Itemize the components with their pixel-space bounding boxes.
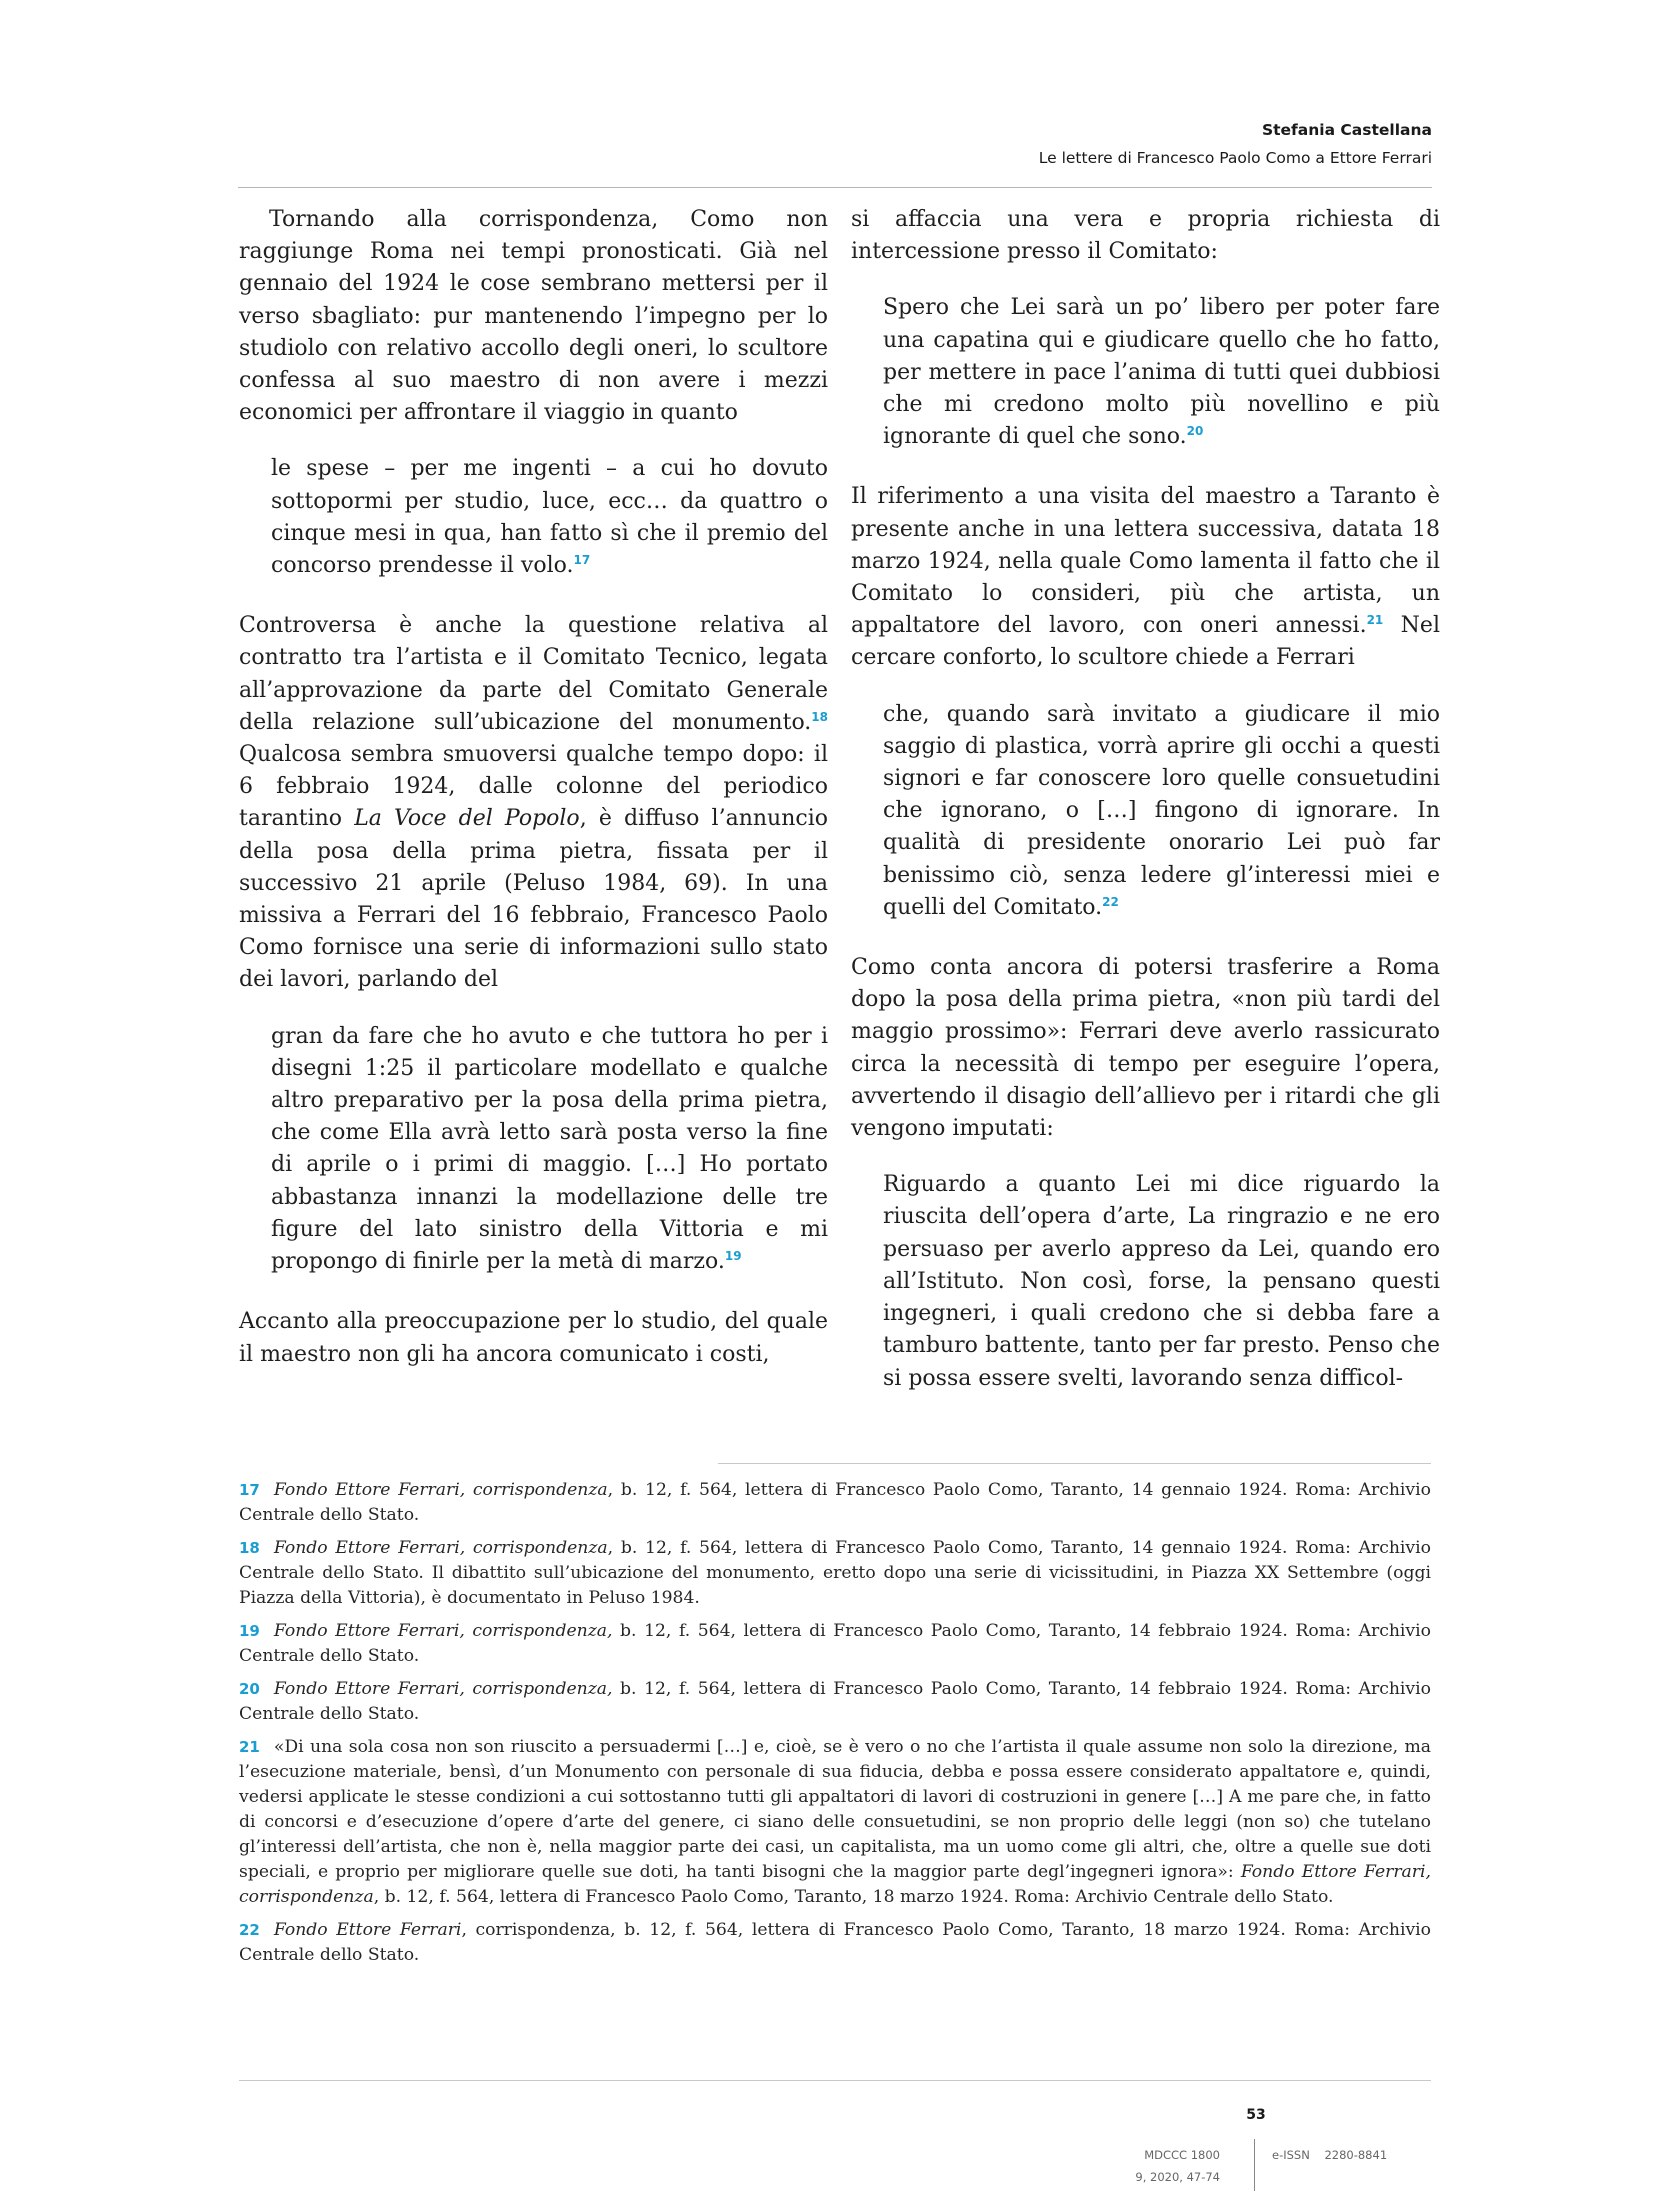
quote-text: che, quando sarà invitato a giudicare il mio saggio di plastica, vorrà aprire gli occhi a questi signori e far conoscere loro quelle consuetudini che ignorano, o […] fingono di ignorare. In qualità di presidente onorario Lei può far benissimo ciò, senza ledere gl’interessi miei e quelli del Comitato. [883, 701, 1440, 920]
quote-text: le spese – per me ingenti – a cui ho dovuto sottopormi per studio, luce, ecc… da quattro o cinque mesi in qua, han fatto sì che il premio del concorso prendesse il volo. [271, 456, 828, 579]
footnote-21 [239, 1735, 1431, 1910]
running-head [1039, 116, 1432, 172]
journal-name: MDCCC 1800 [1144, 2148, 1220, 2162]
block-quote [883, 292, 1440, 453]
body-paragraph: Como conta ancora di potersi trasferire a Roma dopo la posa della prima pietra, «non più tardi del maggio prossimo»: Ferrari deve averlo rassicurato circa la necessità di tempo per eseguire l’opera, avvertendo il disagio dell’allievo per i ritardi che gli vengono imputati: [851, 955, 1440, 1142]
archive-title: Fondo Ettore Ferrari, corrispondenza [239, 1862, 1431, 1907]
footnote-number: 20 [239, 1680, 260, 1698]
issn-info [1272, 2144, 1387, 2166]
footnote-text: b. 12, f. 564, lettera di Francesco Paolo Como, Taranto, 14 febbraio 1924. Roma: Archivio Centrale dello Stato. [239, 1621, 1431, 1666]
footnote-20 [239, 1677, 1431, 1727]
footer-divider [1254, 2139, 1255, 2191]
footnote-19 [239, 1619, 1431, 1669]
header-rule [238, 187, 1432, 188]
archive-title: Fondo Ettore Ferrari, corrispondenza, [273, 1679, 613, 1699]
body-paragraph: si affaccia una vera e propria richiesta di intercessione presso il Comitato: [851, 207, 1440, 265]
footnote-ref[interactable]: 19 [724, 1249, 742, 1264]
running-head-title: Le lettere di Francesco Paolo Como a Ettore Ferrari [1038, 149, 1432, 167]
footnote-number: 21 [239, 1738, 260, 1756]
body-paragraph: Tornando alla corrispondenza, Como non raggiunge Roma nei tempi pronosticati. Già nel gennaio del 1924 le cose sembrano mettersi per il verso sbagliato: pur mantenendo l’impegno per lo studiolo con relativo accollo degli oneri, lo scultore confessa al suo maestro di non avere i mezzi economici per affrontare il viaggio in quanto [239, 207, 828, 426]
footnote-text: , b. 12, f. 564, lettera di Francesco Paolo Como, Taranto, 14 gennaio 1924. Roma: Archivio Centrale dello Stato. [239, 1480, 1431, 1525]
footnote-ref[interactable]: 17 [573, 553, 591, 568]
footer-rule [239, 2080, 1431, 2081]
footnote-separator [718, 1463, 1431, 1464]
footnote-ref[interactable]: 18 [811, 709, 828, 724]
block-quote [271, 1021, 828, 1279]
running-head-author: Stefania Castellana [1261, 121, 1432, 139]
block-quote [883, 699, 1440, 924]
quote-text: Spero che Lei sarà un po’ libero per poter fare una capatina qui e giudicare quello che ho fatto, per mettere in pace l’anima di tutti quei dubbiosi che mi credono molto più novellino e più ignorante di quel che sono. [883, 295, 1440, 450]
footnote-text: b. 12, f. 564, lettera di Francesco Paolo Como, Taranto, 14 febbraio 1924. Roma: Archivio Centrale dello Stato. [239, 1679, 1431, 1724]
footnote-ref[interactable]: 21 [1366, 613, 1384, 628]
body-paragraph [239, 610, 828, 996]
footnote-17 [239, 1478, 1431, 1528]
footnote-text: , corrispondenza, b. 12, f. 564, lettera di Francesco Paolo Como, Taranto, 18 marzo 1924. Roma: Archivio Centrale dello Stato. [239, 1920, 1431, 1965]
footnote-number: 22 [239, 1921, 260, 1939]
journal-issue: 9, 2020, 47-74 [1135, 2170, 1220, 2184]
journal-info [1135, 2144, 1220, 2188]
footnote-text: , b. 12, f. 564, lettera di Francesco Paolo Como, Taranto, 18 marzo 1924. Roma: Archivio Centrale dello Stato. [373, 1887, 1334, 1907]
text-run: , è diffuso l’annuncio della posa della prima pietra, fissata per il successivo 21 aprile (Peluso 1984, 69). In una missiva a Ferrari del 16 febbraio, Francesco Paolo Como fornisce una serie di informazioni sullo stato dei lavori, parlando del [239, 806, 828, 993]
footnote-number: 18 [239, 1539, 260, 1557]
archive-title: Fondo Ettore Ferrari, corrispondenza [273, 1480, 608, 1500]
footnote-22 [239, 1918, 1431, 1968]
footnotes [239, 1478, 1431, 1976]
footnote-number: 17 [239, 1481, 260, 1499]
periodical-title: La Voce del Popolo [354, 806, 580, 832]
right-column [851, 204, 1440, 1423]
footnote-number: 19 [239, 1622, 260, 1640]
left-column [239, 204, 828, 1371]
body-paragraph: Accanto alla preoccupazione per lo studio, del quale il maestro non gli ha ancora comunicato i costi, [239, 1309, 828, 1367]
archive-title: Fondo Ettore Ferrari, corrispondenza, [273, 1621, 613, 1641]
quote-text: gran da fare che ho avuto e che tuttora ho per i disegni 1:25 il particolare modellato e qualche altro preparativo per la posa della prima pietra, che come Ella avrà letto sarà posta verso la fine di aprile o i primi di maggio. […] Ho portato abbastanza innanzi la modellazione delle tre figure del lato sinistro della Vittoria e mi propongo di finirle per la metà di marzo. [271, 1023, 828, 1275]
body-paragraph [851, 481, 1440, 674]
issn-number: 2280-8841 [1324, 2148, 1388, 2162]
archive-title: Fondo Ettore Ferrari [273, 1920, 462, 1940]
archive-title: Fondo Ettore Ferrari, corrispondenza [273, 1538, 608, 1558]
issn-label: e-ISSN [1272, 2148, 1310, 2162]
text-run: Nel cercare conforto, lo scultore chiede a Ferrari [851, 613, 1440, 671]
text-run: Qualcosa sembra smuoversi qualche tempo dopo: il 6 febbraio 1924, dalle colonne del periodico tarantino [239, 742, 828, 832]
text-run: Controversa è anche la questione relativa al contratto tra l’artista e il Comitato Tecnico, legata all’approvazione da parte del Comitato Generale della relazione sull’ubicazione del monumento. [239, 613, 828, 735]
footnote-ref[interactable]: 20 [1186, 424, 1204, 439]
footnote-18 [239, 1536, 1431, 1611]
footnote-quote: «Di una sola cosa non son riuscito a persuadermi […] e, cioè, se è vero o no che l’artista il quale assume non solo la direzione, ma l’esecuzione materiale, bensì, d’un Monumento con personale di sua fiducia, debba e possa essere considerato appaltatore e, quindi, vedersi applicate le stesse condizioni a cui sottostanno tutti gli appaltatori di lavori di costruzioni in genere […] A me pare che, in fatto di concorsi e d’esecuzione d’opere d’arte del genere, ci siano delle consuetudini, se non proprio delle leggi (non so) che tutelano gl’interessi dell’artista, che non è, nella maggior parte dei casi, un capitalista, ma un uomo come gli altri, che, oltre a quelle sue doti speciali, e proprio per migliorare quelle sue doti, ha tanti bisogni che la maggior parte degl’ingegneri ignora»: [239, 1737, 1431, 1882]
block-quote: Riguardo a quanto Lei mi dice riguardo la riuscita dell’opera d’arte, La ringrazio e ne ero persuaso per averlo appreso da Lei, quando ero all’Istituto. Non così, forse, la pensano questi ingegneri, i quali credono che si debba fare a tamburo battente, tanto per far presto. Penso che si possa essere svelti, lavorando senza difficol- [883, 1172, 1440, 1391]
footnote-ref[interactable]: 22 [1102, 894, 1119, 909]
block-quote [271, 453, 828, 582]
page-number: 53 [1246, 2107, 1266, 2123]
footnote-text: , b. 12, f. 564, lettera di Francesco Paolo Como, Taranto, 14 gennaio 1924. Roma: Archivio Centrale dello Stato. Il dibattito sull’ubicazione del monumento, eretto dopo una serie di vicissitudini, in Piazza XX Settembre (oggi Piazza della Vittoria), è documentato in Peluso 1984. [239, 1538, 1431, 1608]
text-run: Il riferimento a una visita del maestro a Taranto è presente anche in una lettera successiva, datata 18 marzo 1924, nella quale Como lamenta il fatto che il Comitato lo consideri, più che artista, un appaltatore del lavoro, con oneri annessi. [851, 484, 1440, 639]
